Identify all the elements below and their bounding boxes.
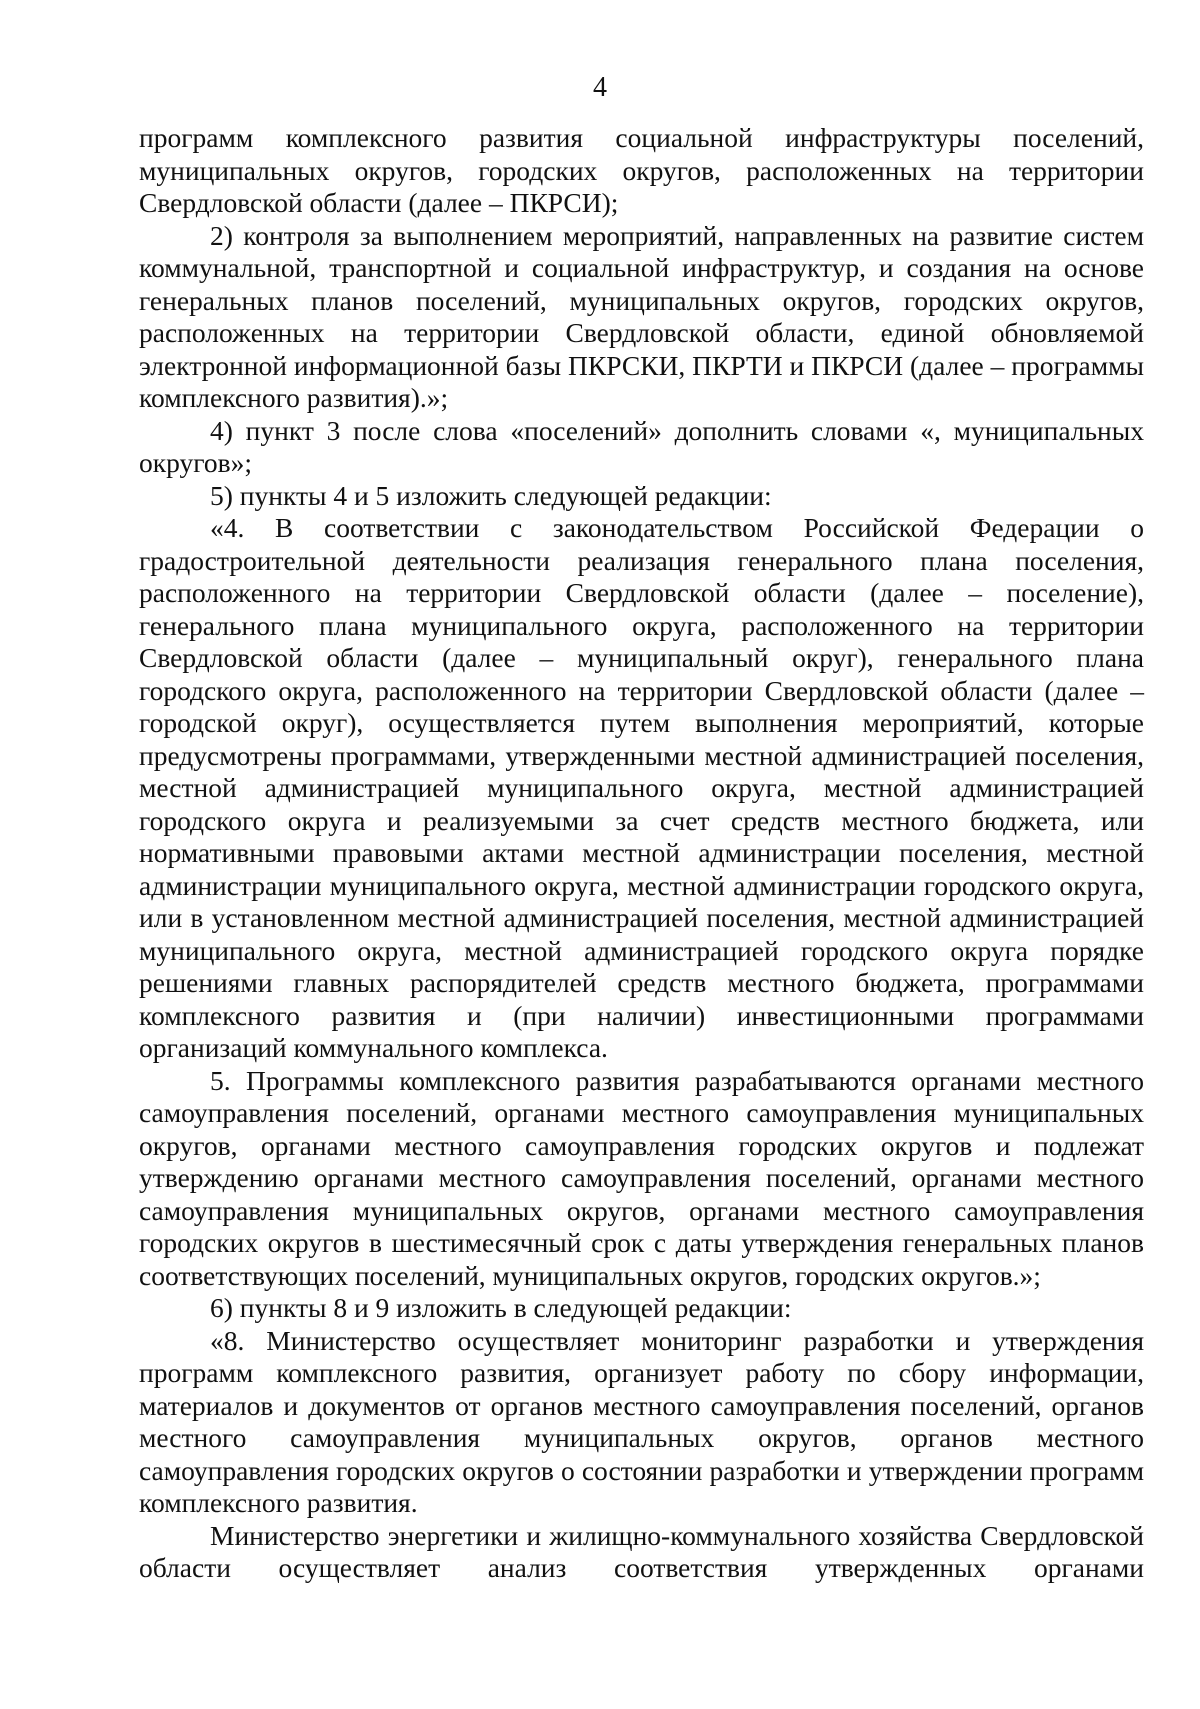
paragraph-item-5: 5) пункты 4 и 5 изложить следующей редакции:: [210, 479, 772, 511]
paragraph-item-2: 2) контроля за выполнением мероприятий, направленных на развитие систем коммунальной, транспортной и социальной инфраструктур, и создания на основе генеральных планов поселений, муниципальных округов, городских округов, расположенных на территории Свердловской области, единой обновляемой электронной информационной базы ПКРСКИ, ПКРТИ и ПКРСИ (далее – программы комплексного развития).»;: [139, 219, 1144, 413]
paragraph-pkrsi-continuation: программ комплексного развития социальной инфраструктуры поселений, муниципальных округов, городских округов, расположенных на территории Свердловской области (далее – ПКРСИ);: [139, 122, 1144, 218]
paragraph-clause-4: «4. В соответствии с законодательством Российской Федерации о градостроительной деятельности реализация генерального плана поселения, расположенного на территории Свердловской области (далее – поселение), генерального плана муниципального округа, расположенного на территории Свердловской области (далее – муниципальный округ), генерального плана городского округа, расположенного на территории Свердловской области (далее – городской округ), осуществляется путем выполнения мероприятий, которые предусмотрены программами, утвержденными местной администрацией поселения, местной администрацией муниципального округа, местной администрацией городского округа и реализуемыми за счет средств местного бюджета, или нормативными правовыми актами местной администрации поселения, местной администрации муниципального округа, местной администрации городского округа, или в установленном местной администрацией поселения, местной администрацией муниципального округа, местной администрацией городского округа порядке решениями главных распорядителей средств местного бюджета, программами комплексного развития и (при наличии) инвестиционными программами организаций коммунального комплекса.: [139, 512, 1144, 1063]
page-number: 4: [593, 72, 607, 103]
paragraph-ministry-analysis: Министерство энергетики и жилищно-коммунального хозяйства Свердловской области осуществляет анализ соответствия утвержденных органами: [139, 1519, 1144, 1583]
paragraph-clause-8: «8. Министерство осуществляет мониторинг разработки и утверждения программ комплексного развития, организует работу по сбору информации, материалов и документов от органов местного самоуправления поселений, органов местного самоуправления муниципальных округов, органов местного самоуправления городских округов о состоянии разработки и утверждении программ комплексного развития.: [139, 1324, 1144, 1518]
paragraph-item-6: 6) пункты 8 и 9 изложить в следующей редакции:: [210, 1292, 792, 1323]
paragraph-item-4: 4) пункт 3 после слова «поселений» дополнить словами «, муниципальных округов»;: [139, 414, 1144, 478]
document-body: [139, 122, 1144, 1585]
paragraph-clause-5: 5. Программы комплексного развития разрабатываются органами местного самоуправления поселений, органами местного самоуправления муниципальных округов, органами местного самоуправления городских округов и подлежат утверждению органами местного самоуправления поселений, органами местного самоуправления муниципальных округов, органами местного самоуправления городских округов в шестимесячный срок с даты утверждения генеральных планов соответствующих поселений, муниципальных округов, городских округов.»;: [139, 1064, 1144, 1291]
